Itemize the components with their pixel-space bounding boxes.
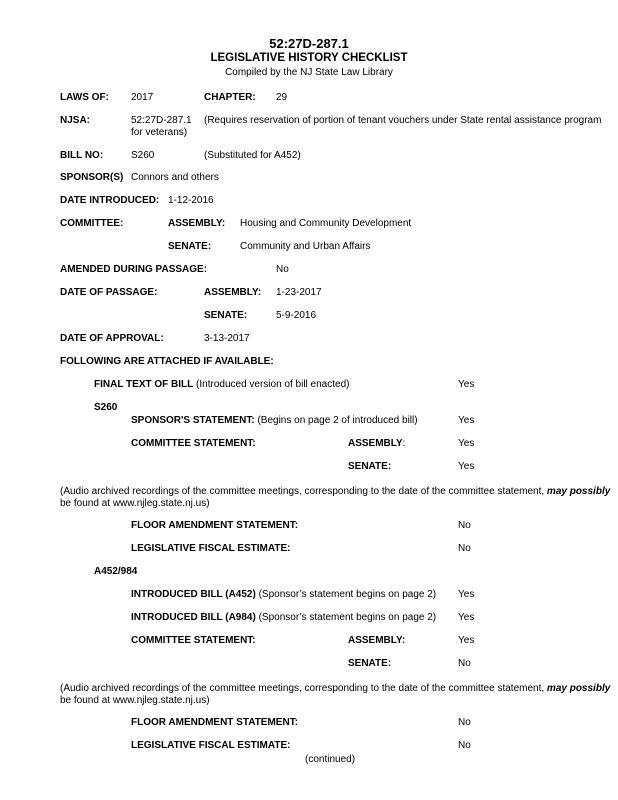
a452-committee-assembly-label: ASSEMBLY: xyxy=(348,635,406,646)
committee-senate-value: Community and Urban Affairs xyxy=(240,241,371,252)
final-text-note: (Introduced version of bill enacted) xyxy=(193,379,350,390)
a452-committee-senate-value: No xyxy=(458,658,471,669)
date-introduced-value: 1-12-2016 xyxy=(168,195,214,206)
a452-audio-text: (Audio archived recordings of the committee meetings, corresponding to the date of the committee statement, xyxy=(60,683,547,694)
s260-sponsor-row xyxy=(131,415,418,426)
bill-no-label: BILL NO: xyxy=(60,150,104,161)
a452-intro-row xyxy=(131,589,436,600)
a984-intro-note: (Sponsor’s statement begins on page 2) xyxy=(255,612,437,623)
passage-senate-label: SENATE: xyxy=(204,310,248,321)
njsa-label: NJSA: xyxy=(60,115,91,126)
a452-heading: A452/984 xyxy=(94,566,138,577)
s260-committee-senate-value: Yes xyxy=(458,461,475,472)
continued-note: (continued) xyxy=(305,754,356,765)
a452-audio-note-line2: be found at www.njleg.state.nj.us) xyxy=(60,695,210,706)
sponsor-value: Connors and others xyxy=(131,172,219,183)
committee-assembly-label: ASSEMBLY: xyxy=(168,218,226,229)
s260-committee-assembly-row xyxy=(348,438,405,449)
a452-intro-label: INTRODUCED BILL (A452) xyxy=(131,589,256,600)
s260-audio-note-line1 xyxy=(60,486,610,497)
s260-committee-senate-label: SENATE: xyxy=(348,461,392,472)
s260-audio-emphasis: may possibly xyxy=(546,486,611,497)
a452-floor-value: No xyxy=(458,717,471,728)
sponsor-label: SPONSOR(S) xyxy=(60,172,124,183)
final-text-row xyxy=(94,379,349,390)
bill-no-note: (Substituted for A452) xyxy=(204,150,301,161)
a452-intro-note: (Sponsor’s statement begins on page 2) xyxy=(255,589,437,600)
a452-committee-assembly-value: Yes xyxy=(458,635,475,646)
approval-label: DATE OF APPROVAL: xyxy=(60,333,164,344)
amended-value: No xyxy=(276,264,289,275)
committee-label: COMMITTEE: xyxy=(60,218,124,229)
date-introduced-label: DATE INTRODUCED: xyxy=(60,195,160,206)
a984-intro-label: INTRODUCED BILL (A984) xyxy=(131,612,256,623)
page-title: LEGISLATIVE HISTORY CHECKLIST xyxy=(210,52,408,64)
s260-committee-assembly-colon: : xyxy=(402,438,406,449)
njsa-value-cont: for veterans) xyxy=(131,127,188,138)
a452-fiscal-value: No xyxy=(458,740,471,751)
laws-of-value: 2017 xyxy=(131,92,154,103)
final-text-label: FINAL TEXT OF BILL xyxy=(94,379,194,390)
s260-committee-assembly-label: ASSEMBLY xyxy=(348,438,403,449)
s260-floor-label: FLOOR AMENDMENT STATEMENT: xyxy=(131,520,299,531)
compiled-by: Compiled by the NJ State Law Library xyxy=(225,67,393,78)
a452-floor-label: FLOOR AMENDMENT STATEMENT: xyxy=(131,717,299,728)
chapter-label: CHAPTER: xyxy=(204,92,256,103)
s260-audio-text: (Audio archived recordings of the committee meetings, corresponding to the date of the committee statement, xyxy=(60,486,547,497)
s260-heading: S260 xyxy=(94,402,118,413)
passage-senate-value: 5-9-2016 xyxy=(276,310,317,321)
approval-value: 3-13-2017 xyxy=(204,333,250,344)
s260-floor-value: No xyxy=(458,520,471,531)
s260-sponsor-note: (Begins on page 2 of introduced bill) xyxy=(254,415,418,426)
njsa-value: 52:27D-287.1 xyxy=(131,115,192,126)
final-text-value: Yes xyxy=(458,379,475,390)
a452-audio-emphasis: may possibly xyxy=(546,683,611,694)
passage-assembly-value: 1-23-2017 xyxy=(276,287,322,298)
s260-committee-label: COMMITTEE STATEMENT: xyxy=(131,438,256,449)
a984-intro-row xyxy=(131,612,436,623)
s260-fiscal-label: LEGISLATIVE FISCAL ESTIMATE: xyxy=(131,543,291,554)
njsa-description: (Requires reservation of portion of tenant vouchers under State rental assistance program xyxy=(204,115,602,126)
chapter-value: 29 xyxy=(276,92,288,103)
laws-of-label: LAWS OF: xyxy=(60,92,109,103)
amended-label: AMENDED DURING PASSAGE: xyxy=(60,264,208,275)
a452-intro-value: Yes xyxy=(458,589,475,600)
a452-audio-note-line1 xyxy=(60,683,610,694)
s260-fiscal-value: No xyxy=(458,543,471,554)
s260-audio-note-line2: be found at www.njleg.state.nj.us) xyxy=(60,498,210,509)
passage-label: DATE OF PASSAGE: xyxy=(60,287,158,298)
s260-sponsor-label: SPONSOR'S STATEMENT: xyxy=(131,415,255,426)
a984-intro-value: Yes xyxy=(458,612,475,623)
committee-senate-label: SENATE: xyxy=(168,241,212,252)
statute-number: 52:27D-287.1 xyxy=(269,36,349,51)
passage-assembly-label: ASSEMBLY: xyxy=(204,287,262,298)
s260-committee-assembly-value: Yes xyxy=(458,438,475,449)
a452-fiscal-label: LEGISLATIVE FISCAL ESTIMATE: xyxy=(131,740,291,751)
a452-committee-senate-label: SENATE: xyxy=(348,658,392,669)
committee-assembly-value: Housing and Community Development xyxy=(240,218,412,229)
s260-sponsor-value: Yes xyxy=(458,415,475,426)
attached-heading: FOLLOWING ARE ATTACHED IF AVAILABLE: xyxy=(60,356,274,367)
bill-no-value: S260 xyxy=(131,150,155,161)
a452-committee-label: COMMITTEE STATEMENT: xyxy=(131,635,256,646)
